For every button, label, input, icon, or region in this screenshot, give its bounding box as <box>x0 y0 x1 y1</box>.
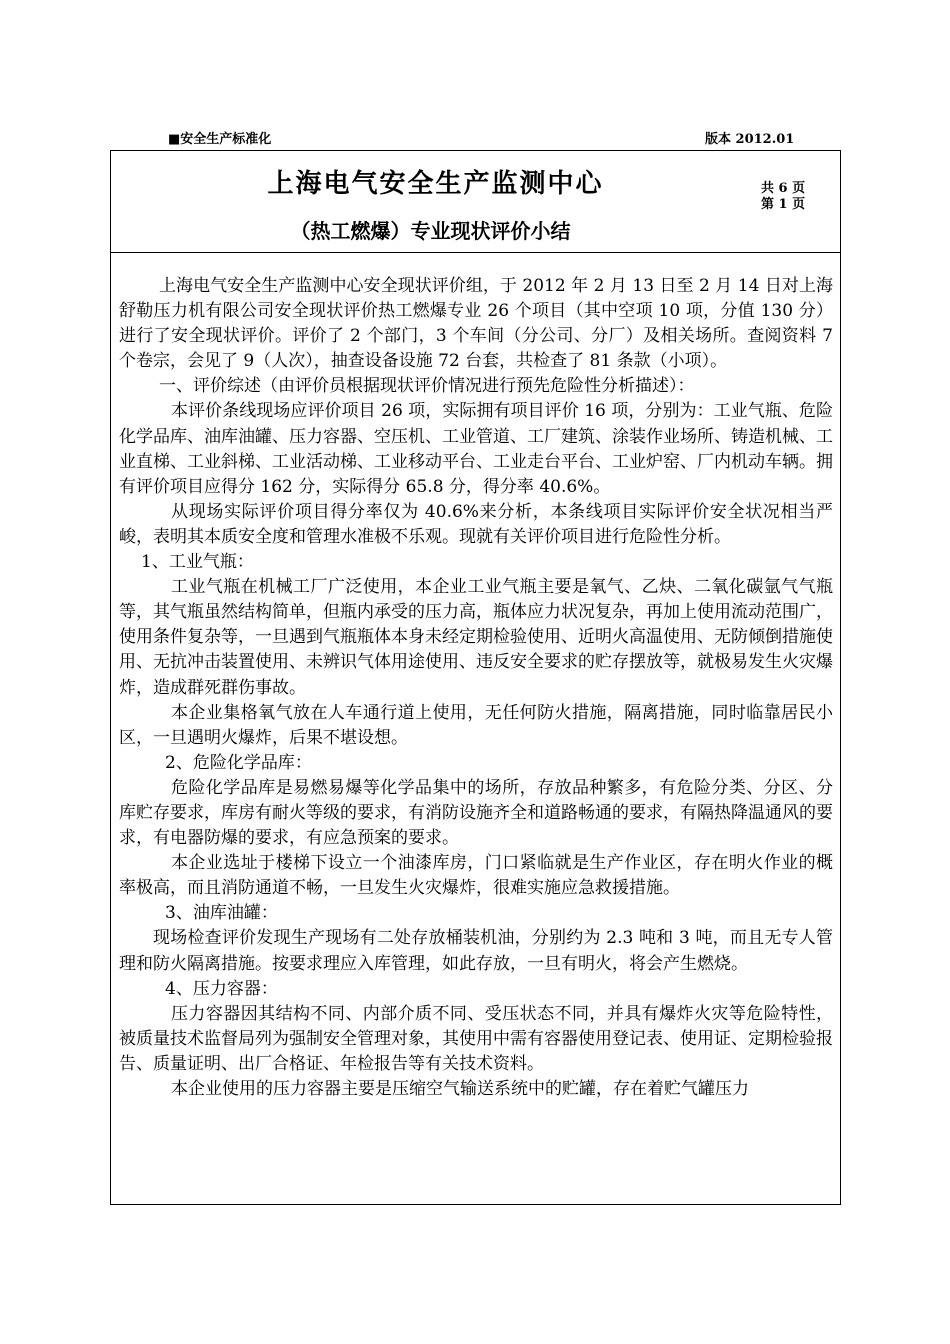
current-page: 第 1 页 <box>761 197 806 212</box>
paragraph: 危险化学品库是易燃易爆等化学品集中的场所，存放品种繁多，有危险分类、分区、分库贮存要求，库房有耐火等级的要求，有消防设施齐全和道路畅通的要求，有隔热降温通风的要求，有电器防爆的要求，有应急预案的要求。 <box>119 777 833 849</box>
header-left-label: ■安全生产标准化 <box>168 132 272 147</box>
title-block <box>111 151 840 253</box>
document-frame <box>110 150 841 1205</box>
main-title: 上海电气安全生产监测中心 <box>267 169 604 199</box>
page-info <box>761 181 805 213</box>
section-heading: 4、压力容器： <box>165 978 278 999</box>
paragraph: 从现场实际评价项目得分率仅为 40.6%来分析，本条线项目实际评价安全状况相当严峻，表明其本质安全度和管理水准极不乐观。现就有关评价项目进行危险性分析。 <box>119 501 833 547</box>
paragraph: 上海电气安全生产监测中心安全现状评价组，于 2012 年 2 月 13 日至 2 月 14 日对上海舒勒压力机有限公司安全现状评价热工燃爆专业 26 个项目（其中空项 10 项，分值 130 分）进行了安全现状评价。评价了 2 个部门，3 个车间（分公司、分厂）及相关场所。查阅资料 7 个卷宗，会见了 9（人次），抽查设备设施 72 台套，共检查了 81 条款（小项）。 <box>119 276 833 372</box>
paragraph: 本企业使用的压力容器主要是压缩空气输送系统中的贮罐，存在着贮气罐压力 <box>171 1079 749 1099</box>
paragraph: 压力容器因其结构不同、内部介质不同、受压状态不同，并具有爆炸火灾等危险特性，被质量技术监督局列为强制安全管理对象，其使用中需有容器使用登记表、使用证、定期检验报告、质量证明、出厂合格证、年检报告等有关技术资料。 <box>119 1003 833 1074</box>
body-text <box>119 274 833 1102</box>
paragraph: 本企业集格氧气放在人车通行道上使用，无任何防火措施，隔离措施，同时临靠居民小区，一旦遇明火爆炸，后果不堪设想。 <box>119 702 833 748</box>
version-label: 版本 2012.01 <box>705 132 795 147</box>
paragraph: 工业气瓶在机械工厂广泛使用，本企业工业气瓶主要是氧气、乙炔、二氧化碳氩气气瓶等，其气瓶虽然结构简单，但瓶内承受的压力高，瓶体应力状况复杂，再加上使用流动范围广，使用条件复杂等，一旦遇到气瓶瓶体本身未经定期检验使用、近明火高温使用、无防倾倒措施使用、无抗冲击装置使用、未辨识气体用途使用、违反安全要求的贮存摆放等，就极易发生火灾爆炸，造成群死群伤事故。 <box>119 577 833 698</box>
total-pages: 共 6 页 <box>761 181 806 196</box>
section-heading: 3、油库油罐： <box>165 903 278 924</box>
paragraph: 本评价条线现场应评价项目 26 项，实际拥有项目评价 16 项，分别为：工业气瓶、危险化学品库、油库油罐、压力容器、空压机、工业管道、工厂建筑、涂装作业场所、铸造机械、工业直梯、工业斜梯、工业活动梯、工业移动平台、工业走台平台、工业炉窑、厂内机动车辆。拥有评价项目应得分 162 分，实际得分 65.8 分，得分率 40.6%。 <box>119 401 833 497</box>
section-heading: 1、工业气瓶： <box>141 552 254 573</box>
section-heading: 2、危险化学品库： <box>165 752 312 773</box>
section-heading: 一、评价综述（由评价员根据现状评价情况进行预先危险性分析描述）： <box>159 376 695 397</box>
sub-title: （热工燃爆）专业现状评价小结 <box>290 219 571 243</box>
paragraph: 现场检查评价发现生产现场有二处存放桶装机油，分别约为 2.3 吨和 3 吨，而且无专人管理和防火隔离措施。按要求理应入库管理，如此存放，一旦有明火，将会产生燃烧。 <box>119 928 833 974</box>
paragraph: 本企业选址于楼梯下设立一个油漆库房，门口紧临就是生产作业区，存在明火作业的概率极高，而且消防通道不畅，一旦发生火灾爆炸，很难实施应急救援措施。 <box>119 853 833 899</box>
